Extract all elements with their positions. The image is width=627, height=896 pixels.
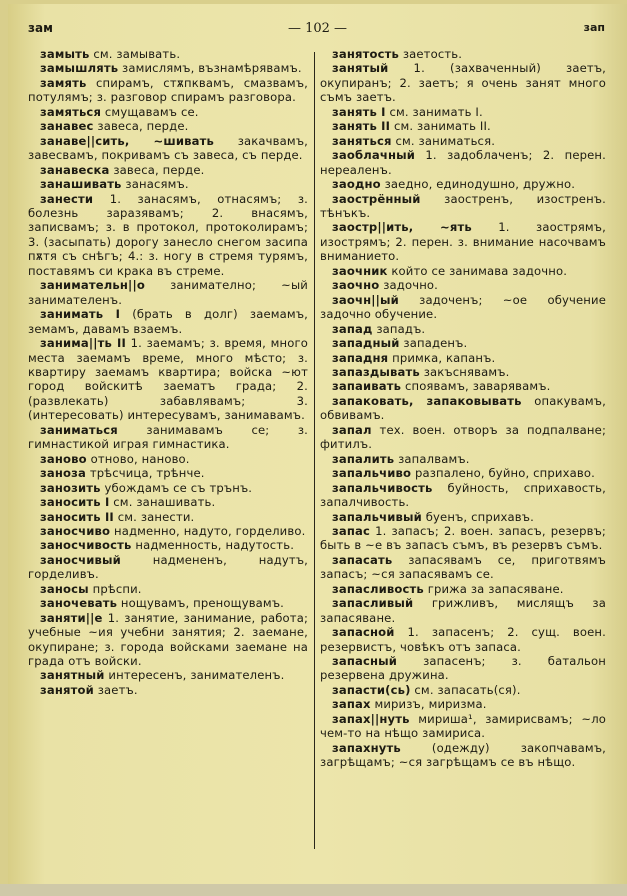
definition: буйность, сприхавость, запалчивость. (320, 480, 606, 510)
dictionary-entry (28, 119, 308, 133)
definition: см. занимать I. (389, 104, 483, 119)
definition: разпалено, буйно, сприхаво. (414, 466, 595, 481)
headword: заняться (332, 133, 392, 148)
dictionary-entry (320, 61, 606, 104)
definition: запасенъ; з. батальон резервена дружина. (320, 654, 606, 683)
definition: спирамъ, стѫпквамъ, смазвамъ, потулямъ; з. разговор спирамъ разговора. (28, 75, 308, 105)
headword: запалить (332, 451, 395, 466)
dictionary-entry (320, 553, 606, 582)
dictionary-entry (320, 119, 606, 133)
dictionary-entry (320, 134, 606, 148)
definition: заетость. (402, 47, 463, 61)
dictionary-entry (320, 351, 606, 365)
dictionary-entry (28, 47, 308, 61)
headword: запах||нуть (332, 711, 410, 726)
dictionary-entry (320, 177, 606, 191)
definition: закачвамъ, завесвамъ, покривамъ съ завеса, съ перде. (28, 133, 308, 163)
definition: нощувамъ, пренощувамъ. (120, 596, 285, 611)
definition: (одежду) закопчавамъ, загрѣщамъ; ~ся загрѣщамъ се въ нѣщо. (320, 740, 606, 770)
dictionary-entry (320, 712, 606, 741)
headword: занавеска (40, 162, 110, 177)
dictionary-entry (28, 466, 308, 480)
definition: см. запасать(ся). (414, 682, 521, 697)
definition: надмененъ, надутъ, горделивъ. (28, 552, 308, 582)
headword: заочно (332, 278, 380, 293)
dictionary-entry (320, 510, 606, 524)
definition: заостренъ, изостренъ. тѣнъкъ. (320, 191, 606, 220)
headword: заниматься (40, 422, 118, 437)
headword: замять (40, 75, 87, 90)
definition: завеса, перде. (113, 162, 205, 177)
headword: заново (40, 451, 87, 466)
definition: 1. заемамъ; з. время, много места заемамъ време, много мѣсто; з. квартиру заемамъ квартира; войска ~ют город войскитѣ заематъ града; 2. (развлекать) забавлявамъ; 3. (интересовать) интересувамъ, занимавамъ. (28, 336, 308, 423)
headword: замыть (40, 47, 90, 61)
definition: см. замывать. (93, 47, 181, 61)
definition: заедно, единодушно, дружно. (384, 177, 576, 192)
headword: занозить (40, 480, 101, 495)
headword: заострённый (332, 191, 421, 206)
headword: занашивать (40, 177, 122, 192)
dictionary-entry (28, 307, 308, 336)
dictionary-entry (320, 105, 606, 119)
definition: буенъ, сприхавъ. (425, 509, 534, 524)
dictionary-entry (28, 683, 308, 697)
dictionary-entry (320, 423, 606, 452)
definition: тех. воен. отворъ за подпалване; фитилъ. (320, 422, 607, 452)
definition: смущавамъ се. (104, 104, 199, 119)
definition: запалвамъ. (398, 451, 470, 466)
definition: задочно. (383, 278, 439, 293)
headword: запах (332, 697, 371, 712)
headword: запасный (332, 654, 398, 669)
definition: занимателно; ~ый занимателенъ. (28, 278, 308, 307)
definition: грижа за запасяване. (427, 581, 564, 596)
right-guide-word: зап (583, 21, 605, 34)
dictionary-entry (320, 625, 606, 654)
dictionary-entry (320, 596, 606, 625)
dictionary-page (8, 4, 627, 884)
headword: занять II (332, 119, 391, 134)
headword: запаивать (332, 379, 402, 394)
dictionary-entry (28, 538, 308, 552)
definition: заетъ. (97, 682, 138, 697)
dictionary-entry (28, 105, 308, 119)
definition: закъснявамъ. (423, 364, 510, 379)
definition: 1. (захваченный) заетъ, окупиранъ; 2. заетъ; я очень занят много съмъ заетъ. (320, 61, 606, 105)
definition: примка, капанъ. (392, 350, 496, 365)
page-number: — 102 — (287, 21, 348, 36)
dictionary-entry (28, 553, 308, 582)
dictionary-entry (320, 322, 606, 336)
headword: занаве||сить, ~шивать (40, 133, 214, 148)
definition: см. занашивать. (113, 495, 216, 510)
headword: заносы (40, 581, 89, 596)
headword: запасать (332, 552, 393, 567)
headword: заочн||ый (332, 292, 399, 307)
headword: заносчивость (40, 538, 132, 553)
definition: занимавамъ се; з. гимнастикой играя гимнастика. (28, 422, 308, 452)
dictionary-entry (28, 596, 308, 610)
dictionary-entry (320, 741, 606, 770)
headword: заночевать (40, 596, 118, 611)
dictionary-entry (320, 683, 606, 697)
dictionary-entry (28, 481, 308, 495)
headword: запальчиво (332, 466, 412, 481)
headword: заносить I (40, 495, 110, 510)
dictionary-entry (320, 264, 606, 278)
dictionary-entry (28, 177, 308, 191)
column-divider (314, 52, 315, 849)
definition: надменность, надутость. (135, 538, 295, 553)
definition: см. заниматься. (395, 133, 496, 148)
dictionary-entry (28, 134, 308, 163)
dictionary-entry (320, 524, 606, 553)
definition: 1. запасенъ; 2. сущ. воен. резервистъ, човѣкъ отъ запаса. (320, 625, 606, 654)
dictionary-entry (28, 452, 308, 466)
definition: 1. занятие, занимание, работа; учебные ~ия учебни занятия; 2. заемане, окупиране; з. города войсками заемане на града отъ войски. (28, 610, 309, 669)
headword: запал (332, 422, 372, 437)
headword: запаздывать (332, 364, 420, 379)
headword: заочник (332, 263, 388, 278)
definition: западъ. (376, 321, 426, 336)
definition: задоченъ; ~ое обучение задочно обучение. (320, 292, 606, 322)
dictionary-entry (320, 47, 606, 61)
dictionary-entry (28, 61, 308, 75)
headword: заодно (332, 177, 381, 192)
dictionary-entry (28, 163, 308, 177)
dictionary-entry (320, 293, 606, 322)
headword: запасливый (332, 596, 414, 611)
left-guide-word: зам (28, 21, 53, 35)
headword: занятый (332, 61, 389, 76)
headword: заносчивый (40, 552, 121, 567)
headword: западный (332, 336, 400, 351)
definition: убождамъ се съ трънъ. (104, 480, 253, 495)
headword: заносчиво (40, 523, 111, 538)
definition: миризъ, миризма. (374, 697, 487, 712)
headword: заоблачный (332, 148, 416, 163)
headword: заняти||е (40, 610, 103, 625)
definition: 1. занасямъ, отнасямъ; з. болезнь заразявамъ; 2. внасямъ, записвамъ; з. в протокол, протоколирамъ; 3. (засыпать) дорогу занесло снегом засипа пѫтя съ снѣгъ; 4.: з. ногу в стремя турямъ, поставямъ си крака въ стреме. (28, 191, 308, 278)
definition: трѣсчица, трѣнче. (89, 466, 205, 481)
definition: споявамъ, заварявамъ. (404, 379, 551, 394)
headword: запальчивый (332, 509, 422, 524)
definition: завеса, перде. (97, 119, 189, 134)
dictionary-entry (28, 582, 308, 596)
dictionary-entry (320, 466, 606, 480)
headword: заносить II (40, 509, 114, 524)
definition: миришa¹, замирисвамъ; ~ло чем-то на нѣщо замириса. (320, 711, 606, 741)
dictionary-entry (28, 668, 308, 682)
headword: занятой (40, 682, 94, 697)
dictionary-entry (320, 336, 606, 350)
definition: 1. задоблаченъ; 2. перен. нереаленъ. (320, 148, 606, 177)
definition: западенъ. (403, 336, 468, 351)
dictionary-entry (320, 365, 606, 379)
headword: запальчивость (332, 480, 433, 495)
headword: запад (332, 321, 373, 336)
definition: 1. запасъ; 2. воен. запасъ, резервъ; быть в ~е въ запасъ съмъ, въ резервъ съмъ. (320, 523, 606, 553)
headword: занести (40, 191, 94, 206)
dictionary-entry (28, 278, 308, 307)
definition: запасявамъ се, приготвямъ запасъ; ~ся запасявамъ се. (320, 552, 606, 582)
dictionary-entry (320, 697, 606, 711)
definition: който се занимава задочно. (391, 263, 568, 278)
definition: см. занести. (117, 509, 195, 524)
headword: занавес (40, 119, 94, 134)
dictionary-entry (28, 495, 308, 509)
headword: занятость (332, 47, 399, 61)
definition: замислямъ, възнамѣрявамъ. (122, 61, 302, 76)
headword: запасной (332, 625, 395, 640)
definition: отново, наново. (90, 451, 190, 466)
headword: заноза (40, 466, 86, 481)
right-column (320, 47, 606, 770)
headword: замышлять (40, 61, 119, 76)
headword: запас (332, 523, 371, 538)
definition: прѣспи. (92, 581, 142, 596)
definition: см. занимать II. (393, 119, 491, 134)
headword: занима||ть II (40, 336, 126, 351)
dictionary-entry (28, 192, 308, 279)
headword: занятный (40, 668, 105, 683)
headword: замяться (40, 104, 102, 119)
dictionary-entry (320, 148, 606, 177)
headword: занимательн||о (40, 278, 145, 293)
headword: занять I (332, 104, 386, 119)
dictionary-entry (28, 611, 308, 669)
dictionary-entry (320, 394, 606, 423)
dictionary-entry (320, 192, 606, 221)
definition: надменно, надуто, горделиво. (114, 523, 306, 538)
dictionary-entry (28, 510, 308, 524)
headword: запасти(сь) (332, 682, 411, 697)
dictionary-entry (320, 582, 606, 596)
definition: грижливъ, мислящъ за запасяване. (320, 596, 606, 625)
headword: запасливость (332, 581, 424, 596)
dictionary-entry (320, 481, 606, 510)
dictionary-entry (320, 278, 606, 292)
dictionary-entry (320, 379, 606, 393)
definition: занасямъ. (125, 177, 189, 192)
definition: опакувамъ, обвивамъ. (320, 393, 606, 423)
dictionary-entry (28, 336, 308, 423)
headword: западня (332, 350, 389, 365)
dictionary-entry (28, 423, 308, 452)
definition: (брать в долг) заемамъ, земамъ, давамъ взаемъ. (28, 307, 308, 336)
headword: заостр||ить, ~ять (332, 220, 472, 235)
left-column (28, 47, 308, 697)
dictionary-entry (320, 220, 606, 263)
dictionary-entry (28, 76, 308, 105)
dictionary-entry (320, 452, 606, 466)
headword: занимать I (40, 307, 121, 322)
page-bottom-edge (0, 884, 627, 896)
headword: запахнуть (332, 740, 401, 755)
headword: запаковать, запаковывать (332, 393, 522, 408)
definition: интересенъ, занимателенъ. (108, 668, 285, 683)
definition: 1. заострямъ, изострямъ; 2. перен. з. внимание насочвамъ вниманието. (320, 220, 606, 264)
dictionary-entry (320, 654, 606, 683)
dictionary-entry (28, 524, 308, 538)
